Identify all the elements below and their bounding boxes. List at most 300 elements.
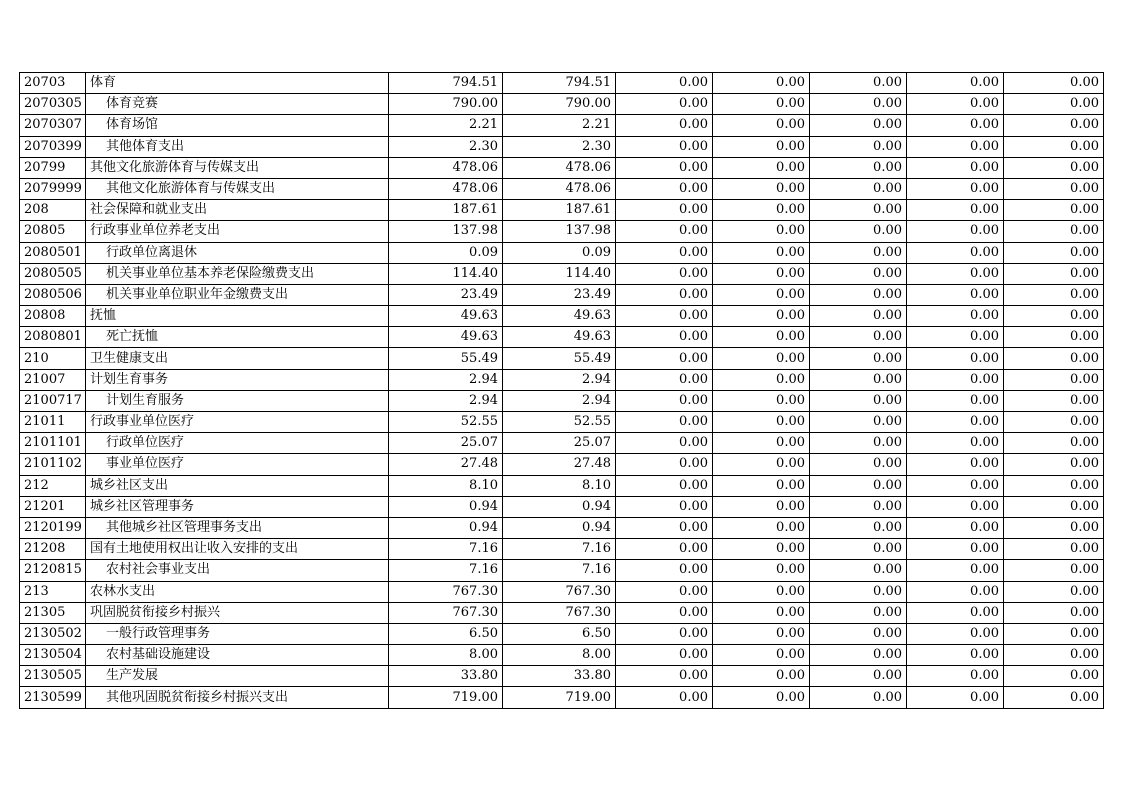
- amount-cell: 0.00: [713, 433, 810, 454]
- amount-cell: 0.00: [1004, 73, 1104, 94]
- amount-cell: 0.00: [810, 178, 907, 199]
- amount-cell: 0.00: [907, 348, 1004, 369]
- amount-cell: 0.00: [810, 454, 907, 475]
- amount-cell: 2.94: [389, 369, 503, 390]
- amount-cell: 0.00: [907, 602, 1004, 623]
- subject-name-cell: 体育场馆: [86, 115, 389, 136]
- amount-cell: 478.06: [503, 178, 616, 199]
- amount-cell: 0.00: [810, 687, 907, 708]
- amount-cell: 0.00: [616, 666, 713, 687]
- amount-cell: 0.00: [1004, 369, 1104, 390]
- subject-name-cell: 体育竞赛: [86, 94, 389, 115]
- amount-cell: 0.00: [713, 115, 810, 136]
- amount-cell: 0.00: [907, 687, 1004, 708]
- table-row: [20, 454, 1104, 475]
- amount-cell: 0.00: [713, 263, 810, 284]
- subject-code-cell: 2100717: [20, 390, 86, 411]
- amount-cell: 0.00: [1004, 242, 1104, 263]
- amount-cell: 0.09: [503, 242, 616, 263]
- subject-code-cell: 2130505: [20, 666, 86, 687]
- amount-cell: 0.00: [907, 666, 1004, 687]
- amount-cell: 0.00: [907, 390, 1004, 411]
- amount-cell: 0.00: [616, 242, 713, 263]
- subject-code-cell: 2120199: [20, 517, 86, 538]
- amount-cell: 794.51: [503, 73, 616, 94]
- amount-cell: 0.00: [1004, 115, 1104, 136]
- subject-code-cell: 20808: [20, 306, 86, 327]
- amount-cell: 0.00: [713, 369, 810, 390]
- subject-name-cell: 农村社会事业支出: [86, 560, 389, 581]
- amount-cell: 0.00: [907, 496, 1004, 517]
- amount-cell: 0.94: [389, 517, 503, 538]
- amount-cell: 137.98: [389, 221, 503, 242]
- amount-cell: 719.00: [389, 687, 503, 708]
- amount-cell: 49.63: [503, 327, 616, 348]
- amount-cell: 767.30: [503, 581, 616, 602]
- table-row: [20, 539, 1104, 560]
- subject-code-cell: 2120815: [20, 560, 86, 581]
- amount-cell: 0.00: [810, 327, 907, 348]
- amount-cell: 6.50: [503, 623, 616, 644]
- amount-cell: 0.00: [907, 433, 1004, 454]
- subject-name-cell: 行政单位离退休: [86, 242, 389, 263]
- table-body: [20, 73, 1104, 709]
- subject-name-cell: 计划生育服务: [86, 390, 389, 411]
- amount-cell: 0.00: [713, 539, 810, 560]
- amount-cell: 7.16: [503, 560, 616, 581]
- subject-name-cell: 机关事业单位职业年金缴费支出: [86, 284, 389, 305]
- table-row: [20, 687, 1104, 708]
- amount-cell: 0.00: [713, 284, 810, 305]
- amount-cell: 27.48: [389, 454, 503, 475]
- table-row: [20, 73, 1104, 94]
- amount-cell: 0.00: [810, 602, 907, 623]
- amount-cell: 0.00: [907, 284, 1004, 305]
- subject-code-cell: 208: [20, 200, 86, 221]
- amount-cell: 8.00: [389, 645, 503, 666]
- amount-cell: 0.00: [810, 242, 907, 263]
- amount-cell: 0.00: [713, 602, 810, 623]
- amount-cell: 0.00: [713, 390, 810, 411]
- subject-code-cell: 2070399: [20, 136, 86, 157]
- amount-cell: 0.00: [1004, 602, 1104, 623]
- amount-cell: 0.00: [810, 433, 907, 454]
- subject-name-cell: 一般行政管理事务: [86, 623, 389, 644]
- subject-code-cell: 21011: [20, 412, 86, 433]
- amount-cell: 0.94: [503, 517, 616, 538]
- subject-code-cell: 2080505: [20, 263, 86, 284]
- amount-cell: 0.00: [1004, 517, 1104, 538]
- amount-cell: 52.55: [389, 412, 503, 433]
- amount-cell: 0.00: [907, 645, 1004, 666]
- amount-cell: 0.00: [616, 221, 713, 242]
- subject-name-cell: 农村基础设施建设: [86, 645, 389, 666]
- subject-name-cell: 其他城乡社区管理事务支出: [86, 517, 389, 538]
- amount-cell: 0.00: [810, 306, 907, 327]
- amount-cell: 0.00: [616, 560, 713, 581]
- amount-cell: 0.00: [713, 687, 810, 708]
- amount-cell: 33.80: [389, 666, 503, 687]
- amount-cell: 7.16: [389, 539, 503, 560]
- amount-cell: 0.00: [810, 115, 907, 136]
- subject-code-cell: 212: [20, 475, 86, 496]
- amount-cell: 0.00: [810, 200, 907, 221]
- table-row: [20, 221, 1104, 242]
- table-row: [20, 645, 1104, 666]
- amount-cell: 0.00: [616, 687, 713, 708]
- amount-cell: 0.00: [616, 454, 713, 475]
- amount-cell: 0.00: [1004, 454, 1104, 475]
- table-row: [20, 157, 1104, 178]
- table-row: [20, 115, 1104, 136]
- amount-cell: 0.00: [1004, 645, 1104, 666]
- amount-cell: 0.00: [713, 73, 810, 94]
- amount-cell: 0.00: [907, 221, 1004, 242]
- subject-code-cell: 2130599: [20, 687, 86, 708]
- subject-code-cell: 2070307: [20, 115, 86, 136]
- amount-cell: 0.94: [503, 496, 616, 517]
- amount-cell: 187.61: [389, 200, 503, 221]
- amount-cell: 0.00: [616, 645, 713, 666]
- amount-cell: 0.00: [1004, 178, 1104, 199]
- amount-cell: 0.00: [907, 412, 1004, 433]
- table-row: [20, 623, 1104, 644]
- subject-code-cell: 2101102: [20, 454, 86, 475]
- amount-cell: 2.30: [389, 136, 503, 157]
- table-row: [20, 242, 1104, 263]
- table-row: [20, 666, 1104, 687]
- table-row: [20, 263, 1104, 284]
- table-row: [20, 136, 1104, 157]
- amount-cell: 0.00: [616, 602, 713, 623]
- amount-cell: 0.00: [1004, 390, 1104, 411]
- amount-cell: 0.00: [616, 496, 713, 517]
- subject-name-cell: 其他体育支出: [86, 136, 389, 157]
- subject-code-cell: 2101101: [20, 433, 86, 454]
- amount-cell: 0.00: [713, 327, 810, 348]
- table-row: [20, 369, 1104, 390]
- amount-cell: 478.06: [503, 157, 616, 178]
- amount-cell: 0.00: [810, 560, 907, 581]
- amount-cell: 55.49: [503, 348, 616, 369]
- amount-cell: 33.80: [503, 666, 616, 687]
- budget-expenditure-table: [19, 72, 1104, 709]
- amount-cell: 0.00: [1004, 157, 1104, 178]
- amount-cell: 0.00: [713, 348, 810, 369]
- amount-cell: 0.00: [1004, 306, 1104, 327]
- amount-cell: 0.00: [713, 200, 810, 221]
- amount-cell: 0.00: [810, 666, 907, 687]
- amount-cell: 0.00: [810, 623, 907, 644]
- subject-code-cell: 2130504: [20, 645, 86, 666]
- amount-cell: 790.00: [503, 94, 616, 115]
- amount-cell: 0.00: [810, 539, 907, 560]
- amount-cell: 478.06: [389, 178, 503, 199]
- amount-cell: 0.00: [616, 306, 713, 327]
- table-row: [20, 94, 1104, 115]
- amount-cell: 0.00: [713, 157, 810, 178]
- subject-name-cell: 国有土地使用权出让收入安排的支出: [86, 539, 389, 560]
- amount-cell: 0.00: [810, 390, 907, 411]
- amount-cell: 0.00: [907, 517, 1004, 538]
- amount-cell: 0.00: [1004, 496, 1104, 517]
- table-row: [20, 602, 1104, 623]
- amount-cell: 0.00: [1004, 284, 1104, 305]
- amount-cell: 0.00: [713, 581, 810, 602]
- amount-cell: 767.30: [389, 581, 503, 602]
- amount-cell: 0.00: [616, 157, 713, 178]
- amount-cell: 49.63: [503, 306, 616, 327]
- amount-cell: 0.00: [907, 263, 1004, 284]
- amount-cell: 0.00: [907, 306, 1004, 327]
- amount-cell: 0.00: [713, 623, 810, 644]
- amount-cell: 0.00: [1004, 327, 1104, 348]
- amount-cell: 0.00: [713, 306, 810, 327]
- amount-cell: 55.49: [389, 348, 503, 369]
- table-row: [20, 412, 1104, 433]
- subject-code-cell: 2130502: [20, 623, 86, 644]
- amount-cell: 2.30: [503, 136, 616, 157]
- amount-cell: 0.09: [389, 242, 503, 263]
- amount-cell: 0.00: [616, 475, 713, 496]
- amount-cell: 0.00: [713, 560, 810, 581]
- amount-cell: 23.49: [389, 284, 503, 305]
- amount-cell: 0.00: [616, 73, 713, 94]
- amount-cell: 0.00: [1004, 348, 1104, 369]
- table-row: [20, 390, 1104, 411]
- subject-code-cell: 2080501: [20, 242, 86, 263]
- table-row: [20, 348, 1104, 369]
- subject-name-cell: 其他文化旅游体育与传媒支出: [86, 178, 389, 199]
- table-row: [20, 284, 1104, 305]
- subject-name-cell: 抚恤: [86, 306, 389, 327]
- table-row: [20, 178, 1104, 199]
- amount-cell: 0.00: [713, 136, 810, 157]
- amount-cell: 0.00: [810, 284, 907, 305]
- amount-cell: 114.40: [389, 263, 503, 284]
- amount-cell: 0.00: [907, 157, 1004, 178]
- subject-name-cell: 农林水支出: [86, 581, 389, 602]
- amount-cell: 0.00: [810, 517, 907, 538]
- subject-name-cell: 卫生健康支出: [86, 348, 389, 369]
- amount-cell: 0.00: [616, 178, 713, 199]
- amount-cell: 0.00: [810, 645, 907, 666]
- amount-cell: 0.00: [713, 412, 810, 433]
- amount-cell: 0.00: [713, 645, 810, 666]
- table-row: [20, 327, 1104, 348]
- amount-cell: 0.00: [616, 327, 713, 348]
- subject-code-cell: 20799: [20, 157, 86, 178]
- amount-cell: 0.00: [1004, 412, 1104, 433]
- amount-cell: 2.94: [503, 390, 616, 411]
- subject-name-cell: 行政事业单位医疗: [86, 412, 389, 433]
- amount-cell: 0.00: [810, 157, 907, 178]
- subject-name-cell: 体育: [86, 73, 389, 94]
- subject-name-cell: 生产发展: [86, 666, 389, 687]
- amount-cell: 0.00: [713, 454, 810, 475]
- amount-cell: 767.30: [503, 602, 616, 623]
- subject-name-cell: 机关事业单位基本养老保险缴费支出: [86, 263, 389, 284]
- amount-cell: 719.00: [503, 687, 616, 708]
- subject-code-cell: 21305: [20, 602, 86, 623]
- amount-cell: 0.00: [907, 623, 1004, 644]
- amount-cell: 794.51: [389, 73, 503, 94]
- subject-name-cell: 计划生育事务: [86, 369, 389, 390]
- table-row: [20, 433, 1104, 454]
- amount-cell: 0.00: [1004, 623, 1104, 644]
- amount-cell: 0.00: [810, 412, 907, 433]
- amount-cell: 0.00: [713, 94, 810, 115]
- amount-cell: 6.50: [389, 623, 503, 644]
- amount-cell: 0.00: [1004, 221, 1104, 242]
- amount-cell: 27.48: [503, 454, 616, 475]
- amount-cell: 23.49: [503, 284, 616, 305]
- amount-cell: 0.00: [616, 348, 713, 369]
- amount-cell: 0.00: [810, 136, 907, 157]
- amount-cell: 0.00: [616, 517, 713, 538]
- amount-cell: 137.98: [503, 221, 616, 242]
- amount-cell: 2.94: [389, 390, 503, 411]
- subject-code-cell: 2070305: [20, 94, 86, 115]
- amount-cell: 0.00: [616, 200, 713, 221]
- amount-cell: 0.00: [616, 412, 713, 433]
- amount-cell: 49.63: [389, 306, 503, 327]
- amount-cell: 0.94: [389, 496, 503, 517]
- amount-cell: 0.00: [1004, 581, 1104, 602]
- amount-cell: 0.00: [616, 539, 713, 560]
- amount-cell: 2.94: [503, 369, 616, 390]
- amount-cell: 0.00: [907, 73, 1004, 94]
- amount-cell: 0.00: [907, 369, 1004, 390]
- amount-cell: 0.00: [810, 221, 907, 242]
- amount-cell: 8.00: [503, 645, 616, 666]
- amount-cell: 0.00: [1004, 475, 1104, 496]
- amount-cell: 0.00: [810, 475, 907, 496]
- table-row: [20, 496, 1104, 517]
- subject-code-cell: 2080506: [20, 284, 86, 305]
- amount-cell: 0.00: [616, 94, 713, 115]
- amount-cell: 0.00: [713, 178, 810, 199]
- subject-name-cell: 巩固脱贫衔接乡村振兴: [86, 602, 389, 623]
- subject-name-cell: 城乡社区支出: [86, 475, 389, 496]
- subject-code-cell: 21007: [20, 369, 86, 390]
- amount-cell: 0.00: [1004, 433, 1104, 454]
- amount-cell: 0.00: [810, 581, 907, 602]
- amount-cell: 0.00: [810, 496, 907, 517]
- amount-cell: 0.00: [616, 284, 713, 305]
- amount-cell: 25.07: [503, 433, 616, 454]
- amount-cell: 114.40: [503, 263, 616, 284]
- amount-cell: 0.00: [907, 475, 1004, 496]
- amount-cell: 0.00: [1004, 200, 1104, 221]
- amount-cell: 7.16: [503, 539, 616, 560]
- table-row: [20, 517, 1104, 538]
- amount-cell: 0.00: [1004, 687, 1104, 708]
- amount-cell: 0.00: [616, 115, 713, 136]
- subject-code-cell: 2080801: [20, 327, 86, 348]
- amount-cell: 0.00: [713, 475, 810, 496]
- subject-name-cell: 行政事业单位养老支出: [86, 221, 389, 242]
- amount-cell: 478.06: [389, 157, 503, 178]
- amount-cell: 0.00: [616, 263, 713, 284]
- amount-cell: 0.00: [713, 666, 810, 687]
- subject-code-cell: 20703: [20, 73, 86, 94]
- amount-cell: 0.00: [1004, 94, 1104, 115]
- subject-code-cell: 21201: [20, 496, 86, 517]
- subject-name-cell: 其他巩固脱贫衔接乡村振兴支出: [86, 687, 389, 708]
- amount-cell: 0.00: [713, 517, 810, 538]
- amount-cell: 2.21: [389, 115, 503, 136]
- table-row: [20, 560, 1104, 581]
- amount-cell: 767.30: [389, 602, 503, 623]
- amount-cell: 49.63: [389, 327, 503, 348]
- amount-cell: 0.00: [616, 136, 713, 157]
- amount-cell: 0.00: [1004, 666, 1104, 687]
- subject-code-cell: 210: [20, 348, 86, 369]
- subject-name-cell: 事业单位医疗: [86, 454, 389, 475]
- amount-cell: 8.10: [389, 475, 503, 496]
- amount-cell: 0.00: [1004, 263, 1104, 284]
- amount-cell: 0.00: [907, 327, 1004, 348]
- amount-cell: 0.00: [907, 115, 1004, 136]
- subject-name-cell: 其他文化旅游体育与传媒支出: [86, 157, 389, 178]
- amount-cell: 0.00: [713, 221, 810, 242]
- amount-cell: 0.00: [616, 433, 713, 454]
- amount-cell: 790.00: [389, 94, 503, 115]
- amount-cell: 0.00: [1004, 560, 1104, 581]
- amount-cell: 0.00: [713, 496, 810, 517]
- amount-cell: 0.00: [616, 390, 713, 411]
- amount-cell: 0.00: [616, 581, 713, 602]
- amount-cell: 0.00: [907, 454, 1004, 475]
- amount-cell: 0.00: [907, 242, 1004, 263]
- amount-cell: 25.07: [389, 433, 503, 454]
- subject-name-cell: 社会保障和就业支出: [86, 200, 389, 221]
- amount-cell: 0.00: [810, 73, 907, 94]
- subject-name-cell: 城乡社区管理事务: [86, 496, 389, 517]
- subject-code-cell: 213: [20, 581, 86, 602]
- subject-name-cell: 死亡抚恤: [86, 327, 389, 348]
- subject-code-cell: 20805: [20, 221, 86, 242]
- subject-code-cell: 21208: [20, 539, 86, 560]
- amount-cell: 0.00: [810, 94, 907, 115]
- amount-cell: 0.00: [1004, 136, 1104, 157]
- subject-code-cell: 2079999: [20, 178, 86, 199]
- amount-cell: 0.00: [907, 581, 1004, 602]
- amount-cell: 0.00: [907, 178, 1004, 199]
- table-row: [20, 475, 1104, 496]
- amount-cell: 0.00: [810, 348, 907, 369]
- amount-cell: 8.10: [503, 475, 616, 496]
- amount-cell: 0.00: [907, 539, 1004, 560]
- amount-cell: 0.00: [810, 263, 907, 284]
- amount-cell: 2.21: [503, 115, 616, 136]
- amount-cell: 0.00: [907, 560, 1004, 581]
- amount-cell: 0.00: [713, 242, 810, 263]
- table-row: [20, 306, 1104, 327]
- amount-cell: 0.00: [907, 136, 1004, 157]
- amount-cell: 187.61: [503, 200, 616, 221]
- amount-cell: 52.55: [503, 412, 616, 433]
- subject-name-cell: 行政单位医疗: [86, 433, 389, 454]
- amount-cell: 0.00: [907, 94, 1004, 115]
- amount-cell: 7.16: [389, 560, 503, 581]
- table-row: [20, 200, 1104, 221]
- amount-cell: 0.00: [810, 369, 907, 390]
- amount-cell: 0.00: [616, 369, 713, 390]
- amount-cell: 0.00: [616, 623, 713, 644]
- table-row: [20, 581, 1104, 602]
